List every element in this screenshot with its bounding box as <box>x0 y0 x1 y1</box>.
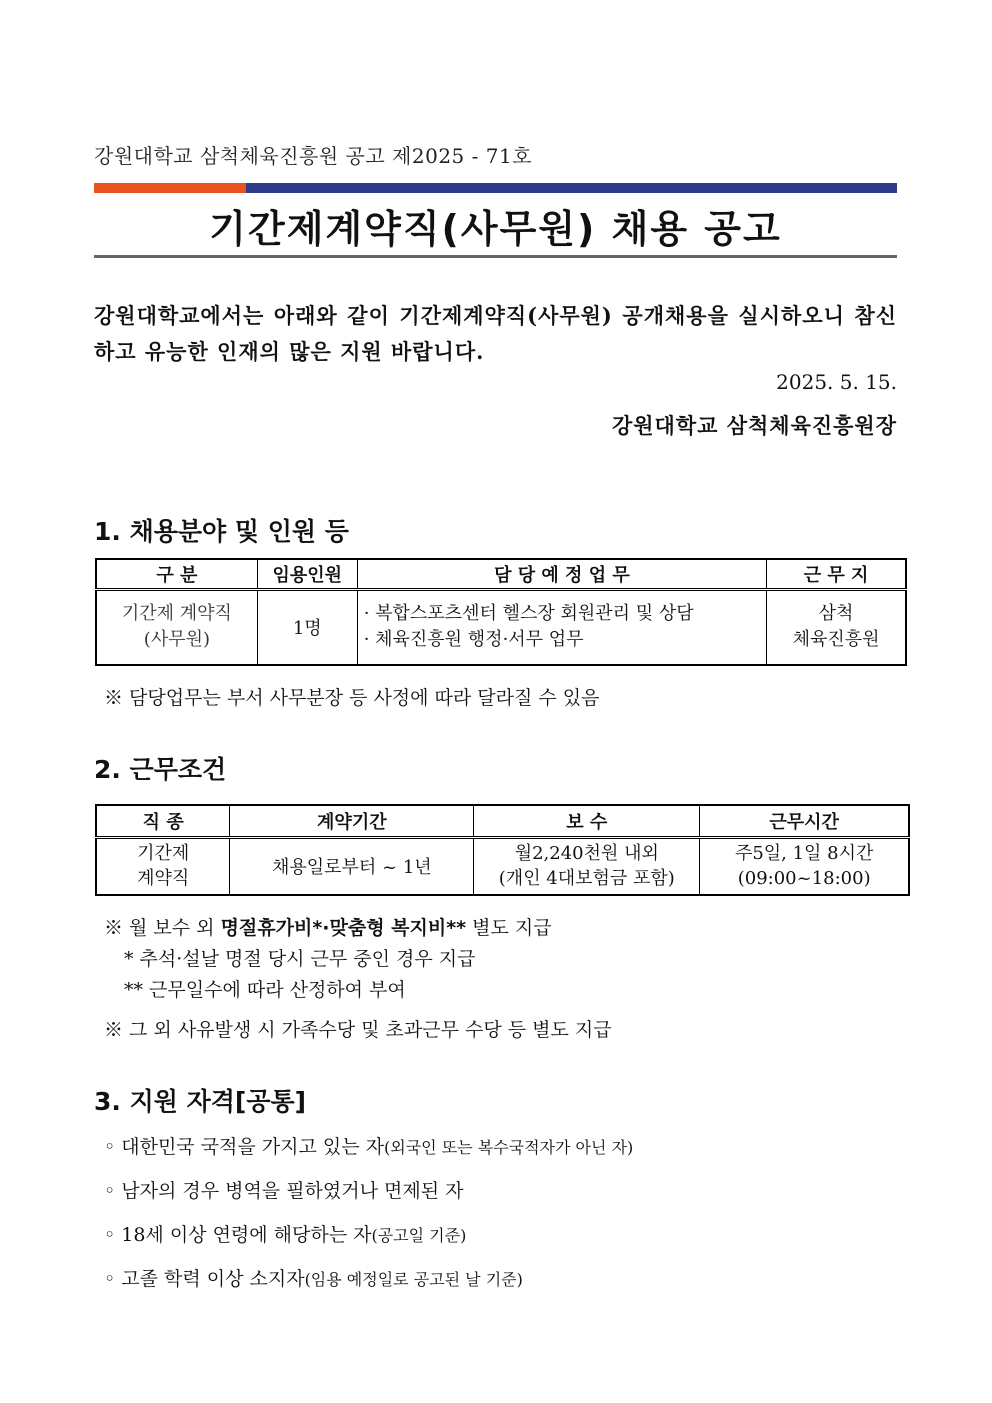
section2-heading: 2. 근무조건 <box>94 755 227 784</box>
section3-heading: 3. 지원 자격[공통] <box>94 1087 307 1116</box>
announcement-date: 2025. 5. 15. <box>776 370 897 394</box>
section1-heading: 1. 채용분야 및 인원 등 <box>94 517 349 546</box>
count-cell: 1명 <box>257 589 357 665</box>
job-type-cell: 기간제 계약직 <box>96 837 230 895</box>
header-category: 구 분 <box>96 559 257 589</box>
signer: 강원대학교 삼척체육진흥원장 <box>611 413 897 438</box>
header-contract-period: 계약기간 <box>230 805 474 837</box>
conditions-table <box>95 804 910 896</box>
recruitment-table <box>95 558 907 666</box>
duties-cell: · 복합스포츠센터 헬스장 회원관리 및 상담 · 체육진흥원 행정·서무 업무 <box>357 589 766 665</box>
header-hours: 근무시간 <box>700 805 909 837</box>
table-row <box>96 589 906 665</box>
table-row <box>96 837 909 895</box>
section1-note: ※ 담당업무는 부서 사무분장 등 사정에 따라 달라질 수 있음 <box>104 687 600 709</box>
pay-subnote-1: * 추석·설날 명절 당시 근무 중인 경우 지급 <box>124 948 476 970</box>
title-divider <box>94 255 897 258</box>
hours-cell: 주5일, 1일 8시간 (09:00~18:00) <box>700 837 909 895</box>
header-location: 근 무 지 <box>767 559 906 589</box>
category-cell: 기간제 계약직 (사무원) <box>96 589 257 665</box>
accent-bar-orange <box>94 183 246 193</box>
pay-note: ※ 월 보수 외 명절휴가비*·맞춤형 복지비** 별도 지급 <box>104 917 552 939</box>
page-title: 기간제계약직(사무원) 채용 공고 <box>209 207 782 251</box>
header-duties: 담 당 예 정 업 무 <box>357 559 766 589</box>
pay-cell: 월2,240천원 내외 (개인 4대보험금 포함) <box>474 837 700 895</box>
list-item: ◦ 18세 이상 연령에 해당하는 자(공고일 기준) <box>104 1224 467 1246</box>
header-count: 임용인원 <box>257 559 357 589</box>
allowance-note: ※ 그 외 사유발생 시 가족수당 및 초과근무 수당 등 별도 지급 <box>104 1019 612 1041</box>
pay-subnote-2: ** 근무일수에 따라 산정하여 부여 <box>124 979 406 1001</box>
header-pay: 보 수 <box>474 805 700 837</box>
header-job-type: 직 종 <box>96 805 230 837</box>
location-cell: 삼척 체육진흥원 <box>767 589 906 665</box>
notice-number: 강원대학교 삼척체육진흥원 공고 제2025 - 71호 <box>94 144 533 168</box>
accent-bar-blue <box>246 183 897 193</box>
intro-paragraph: 강원대학교에서는 아래와 같이 기간제계약직(사무원) 공개채용을 실시하오니 참신하고 유능한 인재의 많은 지원 바랍니다. <box>94 303 897 364</box>
list-item: ◦ 남자의 경우 병역을 필하였거나 면제된 자 <box>104 1180 464 1202</box>
list-item: ◦ 고졸 학력 이상 소지자(임용 예정일로 공고된 날 기준) <box>104 1268 523 1290</box>
contract-period-cell: 채용일로부터 ~ 1년 <box>230 837 474 895</box>
list-item: ◦ 대한민국 국적을 가지고 있는 자(외국인 또는 복수국적자가 아닌 자) <box>104 1136 634 1158</box>
